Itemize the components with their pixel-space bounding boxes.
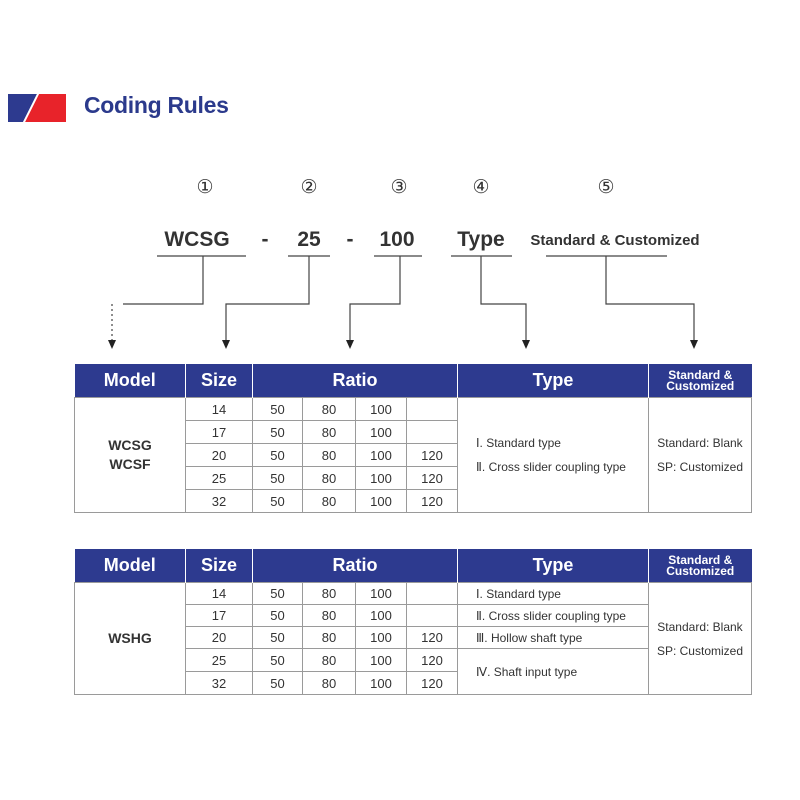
ratio-cell: 80 bbox=[303, 627, 356, 649]
size-cell: 14 bbox=[186, 398, 253, 421]
code-separator-1: - bbox=[261, 228, 269, 251]
connector-lines bbox=[0, 0, 800, 360]
spec-table-wcsg-wcsf bbox=[74, 364, 752, 513]
code-size: 25 bbox=[297, 228, 321, 251]
marker-1: ① bbox=[196, 176, 214, 198]
table-row bbox=[75, 398, 752, 421]
ratio-cell: 100 bbox=[356, 672, 407, 695]
ratio-cell: 80 bbox=[303, 398, 356, 421]
size-cell: 32 bbox=[186, 490, 253, 513]
ratio-cell: 50 bbox=[253, 627, 303, 649]
spec-table-wshg bbox=[74, 549, 752, 695]
ratio-cell: 50 bbox=[253, 649, 303, 672]
type-option: Ⅳ. Shaft input type bbox=[458, 649, 649, 695]
ratio-cell: 50 bbox=[253, 605, 303, 627]
std-option: Standard: Blank bbox=[657, 619, 743, 634]
size-cell: 17 bbox=[186, 605, 253, 627]
ratio-cell: 100 bbox=[356, 649, 407, 672]
size-cell: 20 bbox=[186, 627, 253, 649]
header-size: Size bbox=[186, 549, 253, 583]
code-type: Type bbox=[457, 228, 505, 251]
ratio-cell: 120 bbox=[407, 649, 458, 672]
type-option: Ⅱ. Cross slider coupling type bbox=[476, 460, 626, 474]
ratio-cell: 120 bbox=[407, 490, 458, 513]
ratio-cell: 80 bbox=[303, 444, 356, 467]
code-separator-2: - bbox=[346, 228, 354, 251]
ratio-cell: 80 bbox=[303, 649, 356, 672]
ratio-cell: 100 bbox=[356, 605, 407, 627]
size-cell: 25 bbox=[186, 467, 253, 490]
type-option: Ⅰ. Standard type bbox=[458, 583, 649, 605]
ratio-cell: 100 bbox=[356, 627, 407, 649]
header-standard-customized: Standard & Customized bbox=[649, 549, 752, 583]
size-cell: 25 bbox=[186, 649, 253, 672]
page-title: Coding Rules bbox=[84, 92, 229, 118]
ratio-cell: 50 bbox=[253, 583, 303, 605]
standard-customized-cell bbox=[649, 398, 752, 513]
ratio-cell: 50 bbox=[253, 398, 303, 421]
ratio-cell bbox=[407, 605, 458, 627]
ratio-cell: 100 bbox=[356, 583, 407, 605]
ratio-cell: 50 bbox=[253, 444, 303, 467]
header-ratio: Ratio bbox=[253, 549, 458, 583]
ratio-cell: 50 bbox=[253, 421, 303, 444]
ratio-cell: 120 bbox=[407, 467, 458, 490]
model-cell: WSHG bbox=[75, 583, 186, 695]
size-cell: 14 bbox=[186, 583, 253, 605]
size-cell: 32 bbox=[186, 672, 253, 695]
type-cell bbox=[458, 398, 649, 513]
marker-5: ⑤ bbox=[597, 176, 615, 198]
ratio-cell: 80 bbox=[303, 490, 356, 513]
header-ratio: Ratio bbox=[253, 364, 458, 398]
ratio-cell: 80 bbox=[303, 672, 356, 695]
ratio-cell: 100 bbox=[356, 444, 407, 467]
ratio-cell: 100 bbox=[356, 490, 407, 513]
header-model: Model bbox=[75, 549, 186, 583]
ratio-cell: 50 bbox=[253, 467, 303, 490]
code-standard-customized: Standard & Customized bbox=[530, 232, 700, 249]
ratio-cell: 50 bbox=[253, 490, 303, 513]
ratio-cell bbox=[407, 583, 458, 605]
ratio-cell: 80 bbox=[303, 467, 356, 490]
table-row bbox=[75, 583, 752, 605]
ratio-cell: 100 bbox=[356, 421, 407, 444]
standard-customized-cell bbox=[649, 583, 752, 695]
ratio-cell bbox=[407, 398, 458, 421]
size-cell: 20 bbox=[186, 444, 253, 467]
code-ratio: 100 bbox=[379, 228, 415, 251]
ratio-cell: 100 bbox=[356, 467, 407, 490]
ratio-cell: 100 bbox=[356, 398, 407, 421]
ratio-cell bbox=[407, 421, 458, 444]
marker-2: ② bbox=[300, 176, 318, 198]
marker-3: ③ bbox=[390, 176, 408, 198]
type-option: Ⅱ. Cross slider coupling type bbox=[458, 605, 649, 627]
ratio-cell: 120 bbox=[407, 627, 458, 649]
header-size: Size bbox=[186, 364, 253, 398]
ratio-cell: 120 bbox=[407, 444, 458, 467]
code-model: WCSG bbox=[164, 228, 230, 251]
header-model: Model bbox=[75, 364, 186, 398]
ratio-cell: 120 bbox=[407, 672, 458, 695]
type-option: Ⅰ. Standard type bbox=[476, 436, 561, 450]
std-option: Standard: Blank bbox=[657, 436, 743, 450]
marker-4: ④ bbox=[472, 176, 490, 198]
size-cell: 17 bbox=[186, 421, 253, 444]
model-cell: WCSG WCSF bbox=[75, 398, 186, 513]
ratio-cell: 80 bbox=[303, 421, 356, 444]
type-option: Ⅲ. Hollow shaft type bbox=[458, 627, 649, 649]
ratio-cell: 50 bbox=[253, 672, 303, 695]
std-option: SP: Customized bbox=[656, 460, 744, 474]
header-type: Type bbox=[458, 364, 649, 398]
ratio-cell: 80 bbox=[303, 583, 356, 605]
std-option: SP: Customized bbox=[656, 643, 744, 658]
header-standard-customized: Standard & Customized bbox=[649, 364, 752, 398]
header-type: Type bbox=[458, 549, 649, 583]
ratio-cell: 80 bbox=[303, 605, 356, 627]
